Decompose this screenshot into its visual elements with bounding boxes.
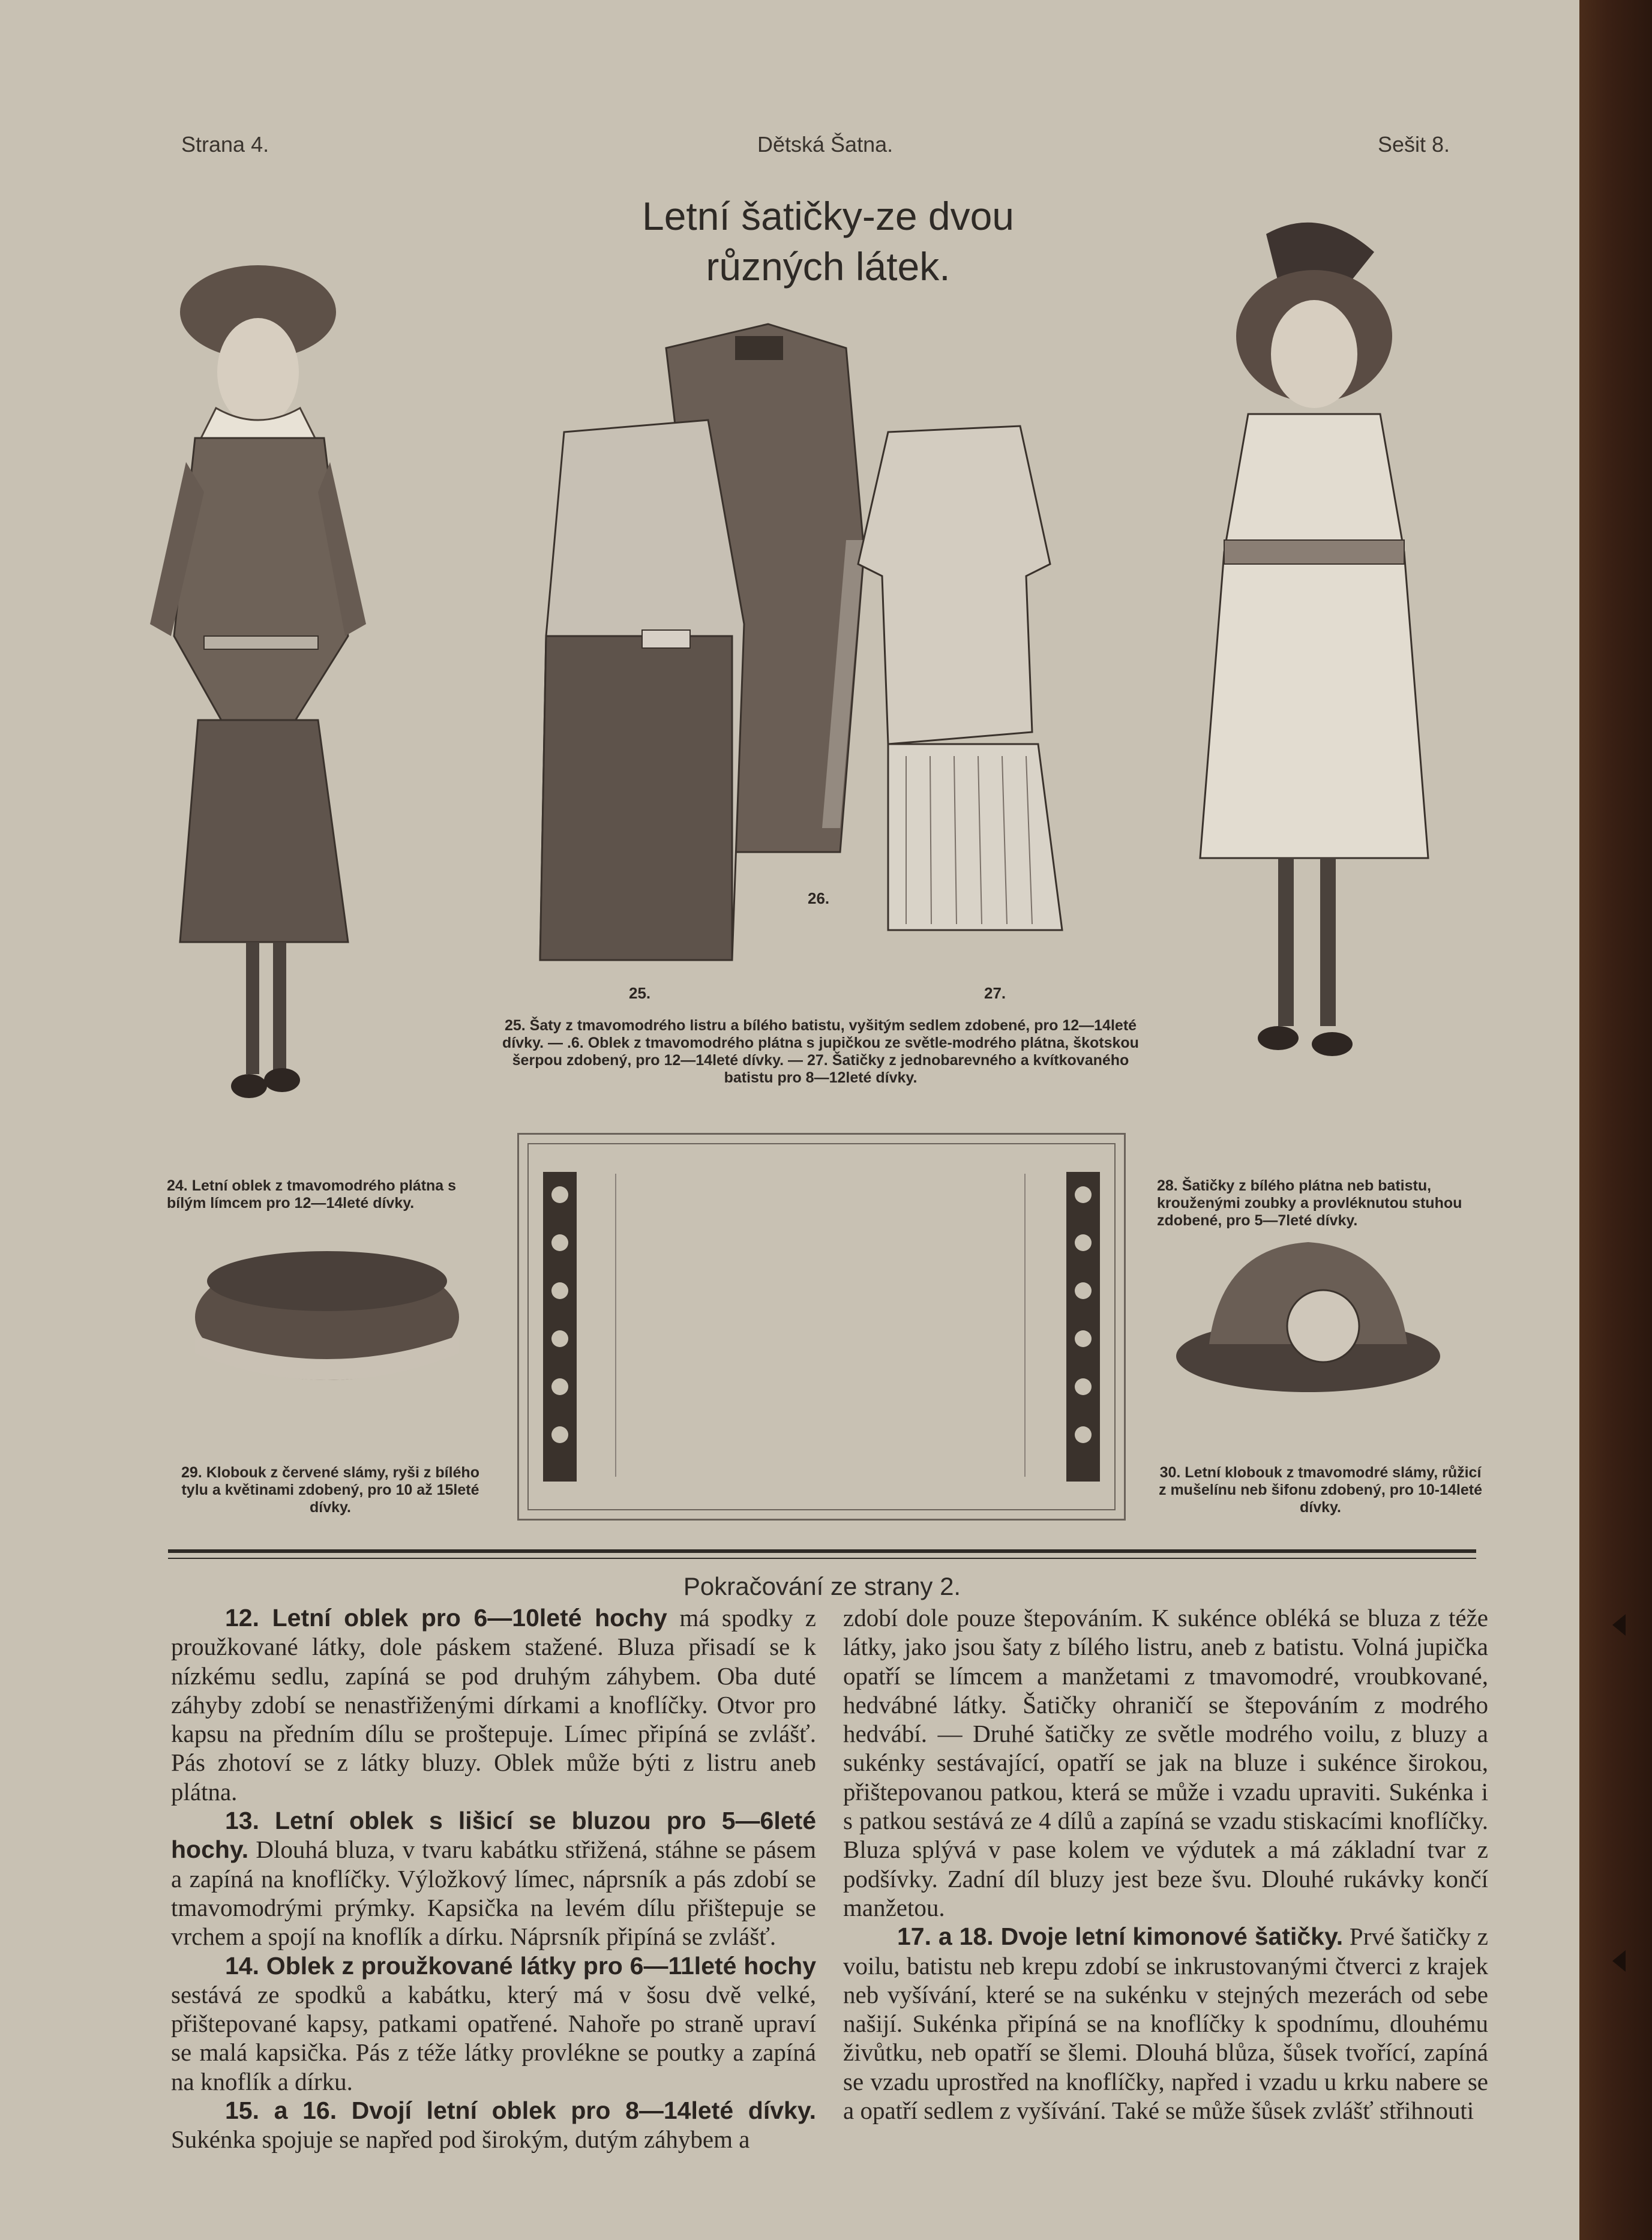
article-15-16-continued: zdobí dole pouze štepováním. K sukénce obléká se bluza z téže látky, jako jsou šaty z bílého listru, aneb z batistu. Volná jupička opatří se límcem a manžetami z tmavomodré, vroubkované, hedvábné látky. Šatičky ohraničí se štepováním z modrého hedvábí. — Druhé šatičky ze světle modrého voilu, z bluzy a sukénky sestávající, opatří se jak na bluze i sukénce širokou, přištepovanou patkou, která se může i vzadu upraviti. Sukénka i s patkou sestává ze 4 dílů a zapíná se vzadu stiskacími knoflíčky. Bluza splývá v pase kolem ve výdutek a má základní tvar z podšívky. Zadní díl bluzy jest beze švu. Dlouhé rukávky končí manžetou. — [843, 1604, 1488, 1921]
title-line-2: různých látek. — [706, 244, 951, 289]
magazine-title: Dětská Šatna. — [757, 132, 894, 157]
caption-29: 29. Klobouk z červené slámy, ryši z bílého tylu a květinami zdobený, pro 10 až 15leté dívky. — [181, 1464, 479, 1516]
book-spine — [1579, 0, 1652, 2240]
article-15-16: 15. a 16. Dvojí letní oblek pro 8—14leté dívky. Sukénka spojuje se napřed pod širokým, dutým záhybem a — [171, 2097, 816, 2154]
figure-28-illustration — [1176, 216, 1464, 1104]
caption-24: 24. Letní oblek z tmavomodrého plátna s bílým límcem pro 12—14leté dívky. — [167, 1177, 457, 1212]
text-column-right — [843, 1603, 1488, 2125]
frame-blank-area — [615, 1174, 1026, 1477]
article-12: 12. Letní oblek pro 6—10leté hochy má spodky z proužkované látky, dole páskem stažené. Bluza přisadí se k nízkému sedlu, zapíná se pod druhým záhybem. Oba duté záhyby zdobí se nenastřiženými dírkami a knoflíčky. Otvor pro kapsu na předním dílu se proštepuje. Límec připíná se zvlášť. Pás zhotoví se z látky bluzy. Oblek může býti z listru aneb plátna. — [171, 1604, 816, 1806]
figure-30-hat-illustration — [1167, 1224, 1449, 1404]
caption-30: 30. Letní klobouk z tmavomodré slámy, růžicí z mušelínu neb šifonu zdobený, pro 10-14leté dívky. — [1159, 1464, 1482, 1516]
article-13: 13. Letní oblek s lišicí se bluzou pro 5—6leté hochy. Dlouhá bluza, v tvaru kabátku střižená, stáhne se pásem a zapíná na knoflíčky. Výložkový límec, náprsník a pás zdobí se tmavomodrými prýmky. Kapsička na levém dílu přištepuje se vrchem a spojí na knoflík a dírku. Náprsník připíná se zvlášť. — [171, 1807, 816, 1951]
ornament-right — [1065, 1171, 1101, 1483]
article-14: 14. Oblek z proužkované látky pro 6—11leté hochy sestává ze spodků a kabátku, který má v šosu dvě velké, přištepované kapsy, patkami opatřené. Nahoře po straně upraví se malá kapsička. Pás z téže látky provlékne se poutky a zapíná na knoflík a dírku. — [171, 1951, 816, 2095]
text-column-left — [171, 1603, 816, 2154]
spine-mark-upper — [1612, 1614, 1626, 1636]
figure-number-27: 27. — [984, 984, 1006, 1002]
divider-thick — [168, 1549, 1476, 1553]
spine-mark-lower — [1612, 1950, 1626, 1972]
issue-number: Sešit 8. — [1378, 132, 1450, 157]
figure-24-illustration — [138, 264, 414, 1152]
divider-thin — [168, 1558, 1476, 1559]
caption-25-27: 25. Šaty z tmavomodrého listru a bílého batistu, vyšitým sedlem zdobené, pro 12—14leté dívky. — .6. Oblek z tmavomodrého plátna s jupičkou ze světle-modrého plátna, škotskou šerpou zdobený, pro 12—14leté dívky. — 27. Šatičky z jednobarevného a kvítkovaného batistu pro 8—12leté dívky. — [502, 1017, 1139, 1086]
continuation-note: Pokračování ze strany 2. — [683, 1572, 961, 1600]
figure-number-26: 26. — [808, 889, 830, 907]
figures-25-27-illustration — [528, 312, 1110, 990]
decorative-frame — [517, 1133, 1126, 1521]
article-17-18: 17. a 18. Dvoje letní kimonové šatičky. Prvé šatičky z voilu, batistu neb krepu zdobí se inkrustovanými čtverci z krajek neb vyšívání, které se na sukénku v stejných mezerách od sebe našijí. Sukénka připíná se na knoflíčky k spodnímu, dlouhému živůtku, neb opatří se šlemi. Dlouhá blůza, šůsek tvořící, zapíná se vzadu uprostřed na knoflíčky, napřed i vzadu u krku nabere se a opatří sedlem z vyšívání. Také se může šůsek zvlášť střihnouti — [843, 1923, 1488, 2125]
caption-28: 28. Šatičky z bílého plátna neb batistu, krouženými zoubky a provléknutou stuhou zdobené, pro 5—7leté dívky. — [1157, 1177, 1462, 1229]
page-number: Strana 4. — [181, 132, 269, 157]
figure-29-hat-illustration — [177, 1233, 477, 1413]
title-line-1: Letní šatičky-ze dvou — [642, 194, 1014, 238]
figure-number-25: 25. — [629, 984, 651, 1002]
page-title — [564, 191, 1092, 292]
ornament-left — [542, 1171, 578, 1483]
